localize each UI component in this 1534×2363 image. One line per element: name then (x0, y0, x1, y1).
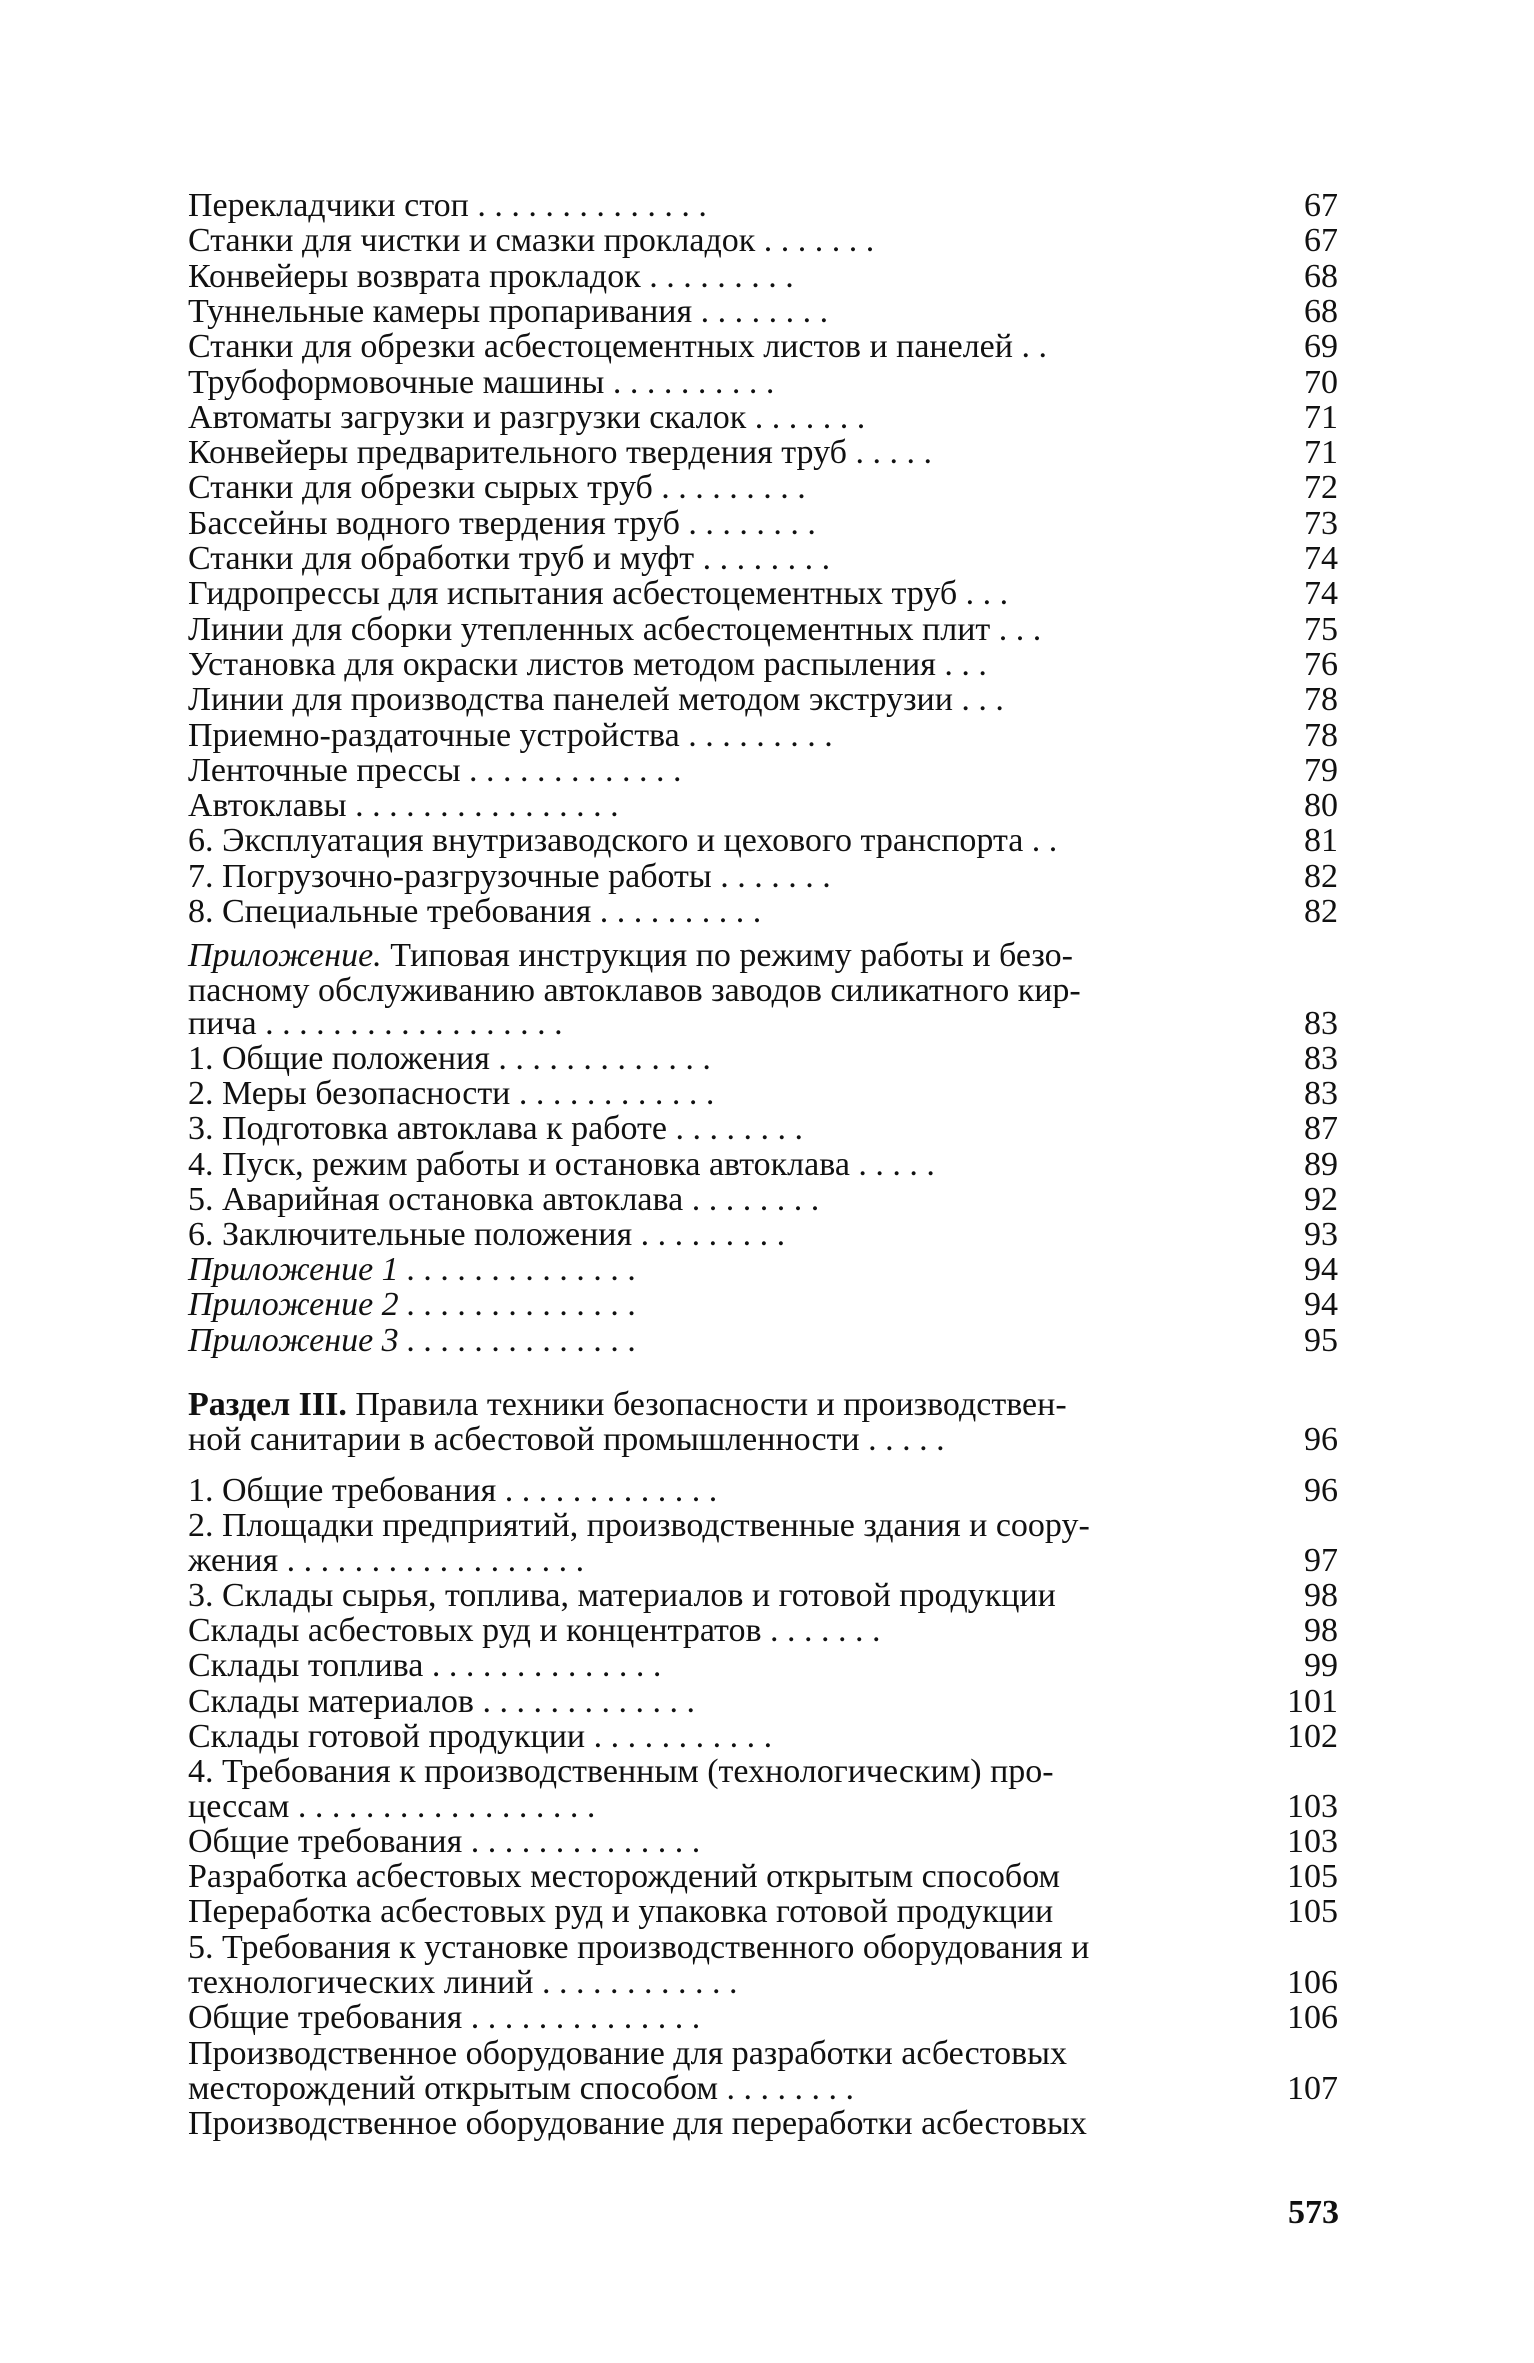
toc-entry-title: Переработка асбестовых руд и упаковка готовой продукции (188, 1893, 1054, 1931)
toc-entry-line (188, 1930, 1238, 1966)
toc-entry-page: 83 (1304, 1005, 1338, 1042)
toc-entry-title: Склады материалов . . . . . . . . . . . . . (188, 1682, 695, 1720)
toc-entry-title: Конвейеры предварительного твердения труб . . . . . (188, 434, 932, 472)
toc-entry-page: 78 (1304, 681, 1338, 719)
toc-entry-page: 102 (1287, 1717, 1338, 1755)
toc-entry-page: 68 (1304, 257, 1338, 295)
toc-entry-page: 69 (1304, 328, 1338, 366)
toc-entry-title: 6. Эксплуатация внутризаводского и цехового транспорта . . (188, 822, 1058, 860)
toc-entry-title: Бассейны водного твердения труб . . . . . . . . (188, 504, 816, 542)
toc-entry-title: Склады топлива . . . . . . . . . . . . . . (188, 1647, 662, 1685)
toc-entry-title: Перекладчики стоп . . . . . . . . . . . . . . (188, 187, 707, 224)
appendix-title: пасному обслуживанию автоклавов заводов силикатного кир- (188, 972, 1081, 1009)
appendix-label: Приложение. (188, 937, 382, 974)
toc-entry-page: 80 (1304, 787, 1338, 825)
toc-entry-page: 67 (1304, 222, 1338, 260)
toc-entry-page: 103 (1287, 1788, 1338, 1825)
toc-entry-page: 71 (1304, 434, 1338, 472)
toc-entry-title: Приложение 2 . . . . . . . . . . . . . . (188, 1286, 637, 1324)
toc-entry-page: 103 (1287, 1823, 1338, 1860)
toc-entry-page: 94 (1304, 1251, 1338, 1289)
toc-entry-title: месторождений открытым способом . . . . . . . . (188, 2070, 854, 2107)
toc-entry-page: 94 (1304, 1286, 1338, 1324)
toc-entry-page: 79 (1304, 751, 1338, 789)
toc-entry-title: Станки для обработки труб и муфт . . . . . . . . (188, 540, 831, 577)
toc-entry-line (188, 2036, 1238, 2072)
toc-entry-title: Общие требования . . . . . . . . . . . . . . (188, 1999, 701, 2036)
toc-entry-title: 3. Подготовка автоклава к работе . . . . . . . . (188, 1110, 803, 1148)
toc-entry-page: 72 (1304, 469, 1338, 507)
toc-entry-title: 2. Меры безопасности . . . . . . . . . . . . (188, 1075, 715, 1113)
toc-entry-title: 4. Пуск, режим работы и остановка автоклава . . . . . (188, 1145, 935, 1183)
toc-entry-title: 1. Общие требования . . . . . . . . . . . . . (188, 1472, 718, 1509)
toc-entry-title: Приложение 3 . . . . . . . . . . . . . . (188, 1321, 637, 1359)
toc-entry-page: 82 (1304, 893, 1338, 930)
toc-entry-page: 78 (1304, 716, 1338, 754)
toc-entry-page: 68 (1304, 292, 1338, 330)
toc-entry-page: 105 (1287, 1858, 1338, 1896)
toc-entry-title: пича . . . . . . . . . . . . . . . . . . (188, 1005, 563, 1042)
toc-entry-title: 6. Заключительные положения . . . . . . . . . (188, 1216, 786, 1253)
toc-entry-page: 107 (1287, 2070, 1338, 2107)
toc-entry-title: цессам . . . . . . . . . . . . . . . . . . (188, 1788, 596, 1825)
entry-line: 4. Требования к производственным (технологическим) про- (188, 1753, 1054, 1790)
toc-entry-title: Станки для чистки и смазки прокладок . . . . . . . (188, 222, 875, 260)
toc-entry-page: 83 (1304, 1075, 1338, 1113)
toc-entry-page: 98 (1304, 1612, 1338, 1650)
toc-entry-title: Приемно-раздаточные устройства . . . . . . . . . (188, 716, 833, 754)
toc-entry-page: 106 (1287, 1999, 1338, 2036)
toc-entry-title: Склады асбестовых руд и концентратов . . . . . . . (188, 1612, 881, 1650)
toc-entry-page: 89 (1304, 1145, 1338, 1183)
entry-line: Производственное оборудование для разработки асбестовых (188, 2035, 1068, 2072)
toc-entry-title: Установка для окраски листов методом распыления . . . (188, 645, 987, 683)
toc-entry-page: 81 (1304, 822, 1338, 860)
toc-entry-page: 99 (1304, 1647, 1338, 1685)
toc-entry-page: 74 (1304, 575, 1338, 613)
toc-entry-title: Общие требования . . . . . . . . . . . . . . (188, 1823, 701, 1860)
toc-entry-page: 67 (1304, 187, 1338, 224)
toc-entry-title: Линии для производства панелей методом экструзии . . . (188, 681, 1004, 719)
toc-entry-title: Туннельные камеры пропаривания . . . . . . . . (188, 292, 829, 330)
toc-entry-title: Разработка асбестовых месторождений открытым способом (188, 1858, 1061, 1896)
toc-entry-line (188, 2106, 1238, 2142)
toc-entry-page: 106 (1287, 1964, 1338, 2001)
entry-line: 5. Требования к установке производственного оборудования и (188, 1929, 1090, 1966)
toc-entry-line (188, 938, 1238, 974)
toc-entry-page: 70 (1304, 363, 1338, 401)
toc-entry-page: 101 (1287, 1682, 1338, 1720)
toc-entry-line (188, 1387, 1238, 1423)
toc-entry-title: Конвейеры возврата прокладок . . . . . . . . . (188, 257, 794, 295)
appendix-title: Типовая инструкция по режиму работы и безо- (381, 937, 1073, 974)
toc-entry-page: 73 (1304, 504, 1338, 542)
toc-entry-line (188, 1754, 1238, 1790)
toc-entry-page: 74 (1304, 540, 1338, 577)
toc-entry-title: Трубоформовочные машины . . . . . . . . . . (188, 363, 775, 401)
toc-entry-line (188, 1508, 1238, 1544)
toc-entry-title: Гидропрессы для испытания асбестоцементных труб . . . (188, 575, 1009, 613)
toc-entry-title: Автоклавы . . . . . . . . . . . . . . . . (188, 787, 619, 825)
toc-entry-line (188, 973, 1238, 1009)
toc-entry-page: 105 (1287, 1893, 1338, 1931)
toc-entry-title: 8. Специальные требования . . . . . . . . . . (188, 893, 762, 930)
toc-entry-page: 93 (1304, 1216, 1338, 1253)
toc-entry-page: 98 (1304, 1577, 1338, 1614)
toc-entry-page: 87 (1304, 1110, 1338, 1148)
toc-entry-title: технологических линий . . . . . . . . . . . . (188, 1964, 738, 2001)
entry-line: 2. Площадки предприятий, производственные здания и соору- (188, 1507, 1090, 1544)
toc-entry-page: 97 (1304, 1542, 1338, 1579)
toc-entry-title: ной санитарии в асбестовой промышленности . . . . . (188, 1421, 945, 1458)
toc-entry-title: Линии для сборки утепленных асбестоцементных плит . . . (188, 610, 1042, 648)
entry-line: Производственное оборудование для переработки асбестовых (188, 2105, 1087, 2142)
toc-entry-title: Склады готовой продукции . . . . . . . . . . . (188, 1717, 773, 1755)
toc-entry-page: 96 (1304, 1421, 1338, 1458)
section-title: Правила техники безопасности и производствен- (346, 1386, 1067, 1423)
toc-entry-title: 1. Общие положения . . . . . . . . . . . . . (188, 1040, 711, 1077)
toc-entry-title: Ленточные прессы . . . . . . . . . . . . . (188, 751, 682, 789)
toc-entry-page: 95 (1304, 1321, 1338, 1359)
toc-entry-title: 7. Погрузочно-разгрузочные работы . . . . . . . (188, 857, 831, 895)
toc-entry-title: 3. Склады сырья, топлива, материалов и готовой продукции (188, 1577, 1056, 1614)
page-number: 573 (1288, 2194, 1339, 2231)
section-label: Раздел III. (188, 1386, 347, 1423)
toc-entry-page: 71 (1304, 398, 1338, 436)
toc-entry-title: Автоматы загрузки и разгрузки скалок . . . . . . . (188, 398, 866, 436)
toc-entry-page: 92 (1304, 1180, 1338, 1218)
toc-entry-page: 96 (1304, 1472, 1338, 1509)
toc-entry-page: 82 (1304, 857, 1338, 895)
toc-entry-page: 76 (1304, 645, 1338, 683)
toc-entry-title: 5. Аварийная остановка автоклава . . . . . . . . (188, 1180, 820, 1218)
toc-entry-page: 83 (1304, 1040, 1338, 1077)
toc-entry-page: 75 (1304, 610, 1338, 648)
toc-entry-title: жения . . . . . . . . . . . . . . . . . . (188, 1542, 585, 1579)
toc-entry-title: Станки для обрезки асбестоцементных листов и панелей . . (188, 328, 1047, 366)
toc-entry-title: Станки для обрезки сырых труб . . . . . . . . . (188, 469, 806, 507)
toc-entry-title: Приложение 1 . . . . . . . . . . . . . . (188, 1251, 637, 1289)
